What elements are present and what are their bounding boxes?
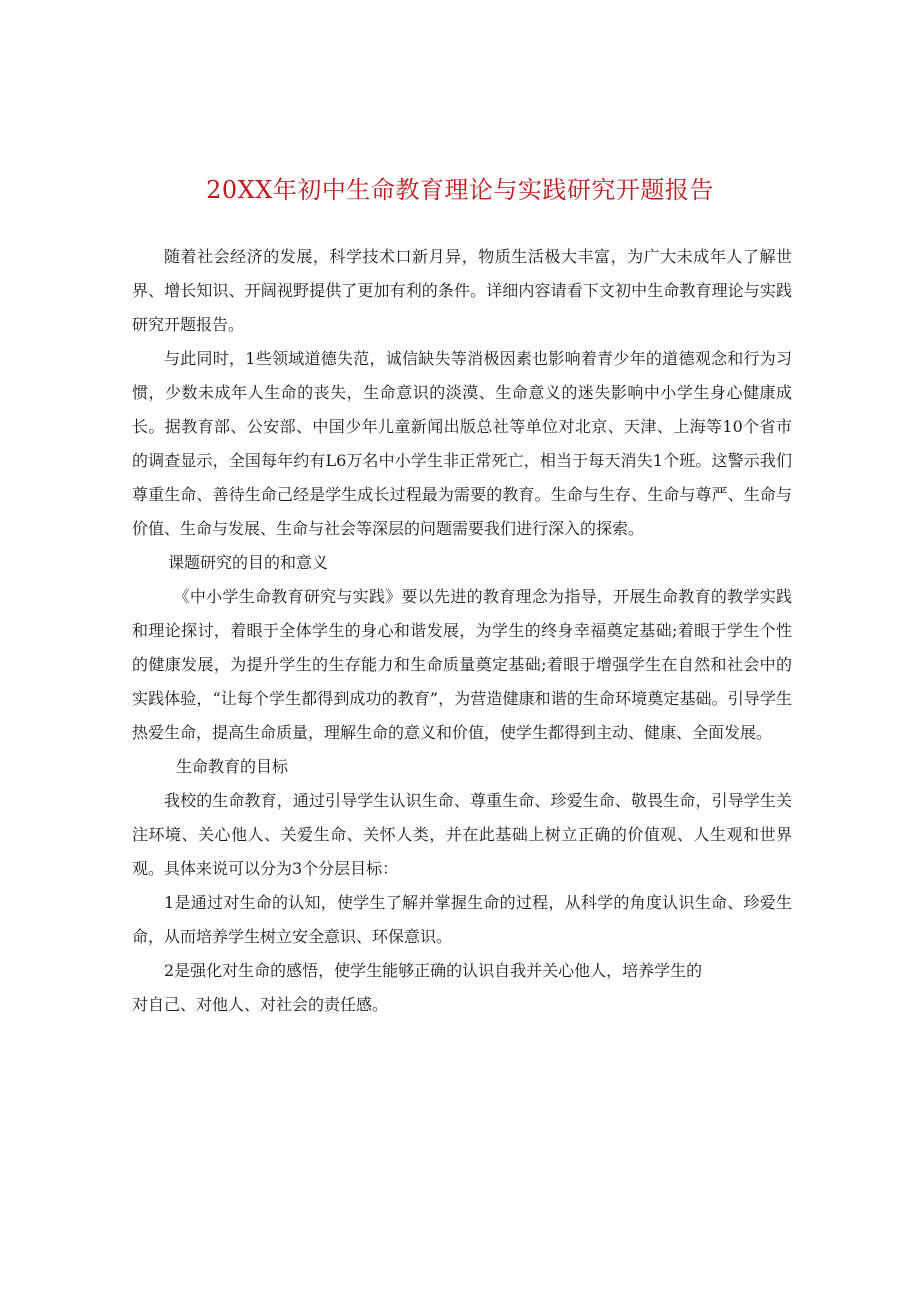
document-title: 20XX年初中生命教育理论与实践研究开题报告	[206, 176, 714, 204]
paragraph-goal-2: 2是强化对生命的感悟，使学生能够正确的认识自我并关心他人，培养学生的	[164, 961, 703, 980]
paragraph-intro: 随着社会经济的发展，科学技术口新月异，物质生活极大丰富，为广大未成年人了解世界、增长知识、开阔视野提供了更加有利的条件。详细内容请看下文初中生命教育理论与实践研究开题报告。	[132, 247, 792, 334]
paragraph-background: 与此同时，1些领域道德失范，诚信缺失等消极因素也影响着青少年的道德观念和行为习惯，少数未成年人生命的丧失，生命意识的淡漠、生命意义的迷失影响中小学生身心健康成长。据教育部、公安部、中国少年儿童新闻出版总社等单位对北京、天津、上海等10个省市的调查显示，全国每年约有L6万名中小学生非正常死亡，相当于每天消失1个班。这警示我们尊重生命、善待生命己经是学生成长过程最为需要的教育。生命与生存、生命与尊严、生命与价值、生命与发展、生命与社会等深层的问题需要我们进行深入的探索。	[132, 349, 792, 538]
paragraph-goal-1: 1是通过对生命的认知，使学生了解并掌握生命的过程，从科学的角度认识生命、珍爱生命，从而培养学生树立安全意识、环保意识。	[132, 893, 792, 946]
section-heading-purpose: 课题研究的目的和意义	[168, 553, 329, 572]
document-body	[132, 240, 792, 1022]
paragraph-purpose: 《中小学生命教育研究与实践》要以先进的教育理念为指导，开展生命教育的教学实践和理论探讨，着眼于全体学生的身心和谐发展，为学生的终身幸福奠定基础;着眼于学生个性的健康发展，为提升学生的生存能力和生命质量奠定基础;着眼于增强学生在自然和社会中的实践体验，“让每个学生都得到成功的教育”，为营造健康和谐的生命环境奠定基础。引导学生热爱生命，提高生命质量，理解生命的意义和价值，使学生都得到主动、健康、全面发展。	[132, 587, 792, 742]
section-heading-goals: 生命教育的目标	[176, 757, 289, 776]
paragraph-goals: 我校的生命教育，通过引导学生认识生命、尊重生命、珍爱生命、敬畏生命，引导学生关注环境、关心他人、关爱生命、关怀人类，并在此基础上树立正确的价值观、人生观和世界观。具体来说可以分为3个分层目标：	[132, 791, 792, 878]
paragraph-goal-2-continued: 对自己、对他人、对社会的责任感。	[132, 995, 389, 1014]
